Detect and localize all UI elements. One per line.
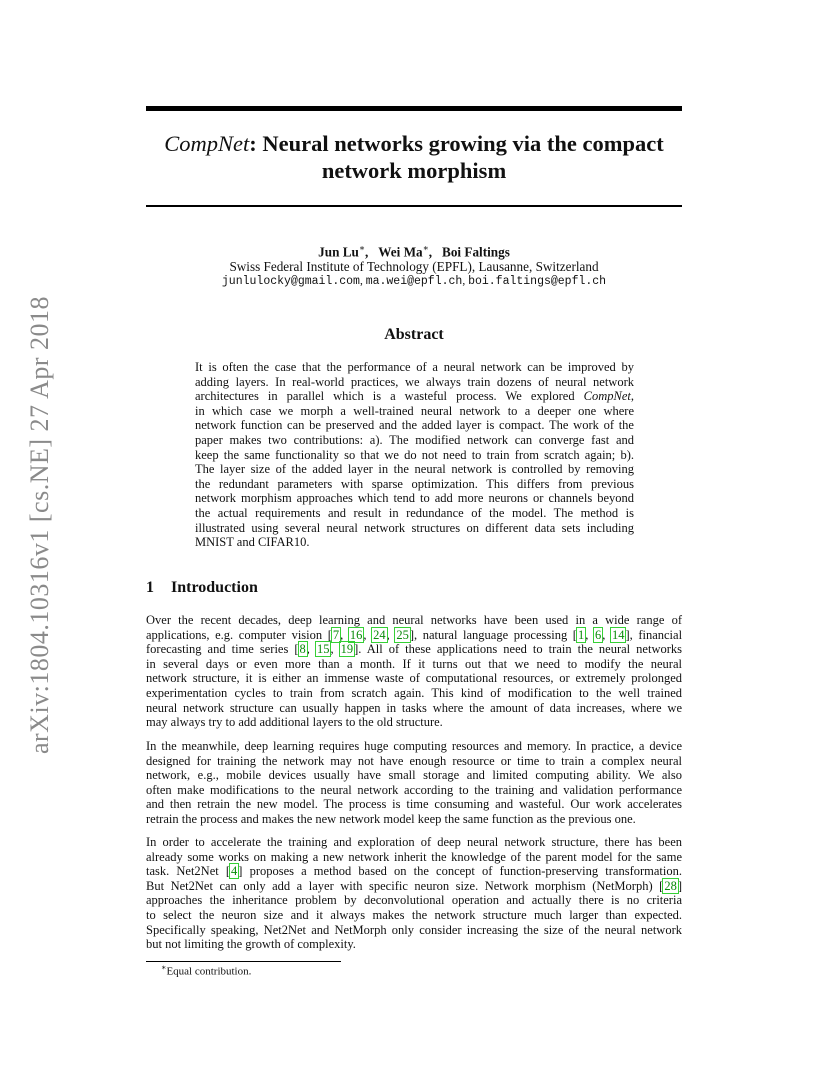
text-run: In the meanwhile, deep learning requires huge computing resources and memory. In practice, a device — [146, 739, 682, 753]
text-run: ], financial — [625, 627, 683, 642]
text-run: task. Net2Net [ — [146, 864, 231, 879]
intro-paragraph-1 — [146, 613, 682, 730]
text-line — [146, 783, 682, 798]
text-run: but not limiting the growth of complexity. — [146, 937, 356, 952]
text-line — [146, 628, 682, 643]
text-line — [146, 686, 682, 701]
intro-paragraph-3 — [146, 835, 682, 952]
text-run: ]. All of these applications need to train the neural networks — [354, 642, 682, 657]
title-math: CompNet — [164, 131, 250, 156]
text-run: , — [330, 642, 340, 657]
citation-link[interactable]: 15 — [316, 642, 330, 657]
text-line — [146, 701, 682, 716]
text-run: to select the neuron size and it always makes the network structure much larger than expected. — [146, 907, 682, 922]
text-run: retrain the process and makes the new network model keep the same function as the previous one. — [146, 811, 636, 826]
text-run: In order to accelerate the training and exploration of deep neural network structure, there has been — [146, 835, 682, 849]
text-line — [146, 835, 682, 850]
email: ma.wei@epfl.ch — [365, 275, 463, 288]
author-name: Jun Lu — [318, 244, 359, 260]
author-emails: junlulocky@gmail.com, ma.wei@epfl.ch, boi.faltings@epfl.ch — [221, 275, 607, 288]
affiliation: Swiss Federal Institute of Technology (EPFL), Lausanne, Switzerland — [229, 259, 599, 274]
text-line — [146, 642, 682, 657]
text-run: , — [340, 627, 349, 642]
text-run: neural network structure can usually happen in tasks where the amount of data increases, where we — [146, 700, 682, 715]
text-run: forecasting and time series [ — [146, 642, 299, 657]
text-run: But Net2Net can only add a layer with specific neuron size. Network morphism (NetMorph) [ — [146, 878, 664, 893]
author-name: Wei Ma — [378, 244, 423, 260]
text-run: , — [363, 627, 373, 642]
text-run: , — [386, 627, 396, 642]
text-line — [146, 715, 682, 730]
text-line — [146, 797, 682, 812]
text-run: and then retrain the new model. The process is time consuming and wasteful. Our work accelerates — [146, 797, 682, 812]
citation-link[interactable]: 1 — [577, 627, 585, 642]
text-line — [146, 937, 682, 952]
text-line — [146, 923, 682, 938]
text-line — [146, 908, 682, 923]
text-line — [146, 812, 682, 827]
text-line — [146, 739, 682, 754]
citation-link[interactable]: 25 — [396, 627, 409, 642]
citation-link[interactable]: 6 — [594, 627, 602, 642]
citation-link[interactable]: 24 — [373, 627, 386, 642]
citation-link[interactable]: 14 — [611, 627, 625, 642]
email: junlulocky@gmail.com — [221, 275, 360, 288]
text-line — [146, 657, 682, 672]
text-run: approaches the inheritance problem by deconvolutional operation and actually there is no criteria — [146, 893, 682, 908]
section-heading-introduction — [146, 579, 258, 597]
text-line — [146, 754, 682, 769]
author-list: Jun Lu∗, Wei Ma∗, Boi Faltings — [318, 243, 510, 260]
citation-link[interactable]: 7 — [332, 627, 340, 642]
text-line — [146, 879, 682, 894]
text-run: often make modifications to the neural network according to the training and validation performance — [146, 782, 682, 797]
citation-link[interactable]: 8 — [299, 642, 306, 657]
intro-paragraph-2 — [146, 739, 682, 827]
text-run: ] proposes a method based on the concept of function-preserving transformation. — [238, 864, 682, 879]
text-run: network structure, it is either an immense waste of computational resources, or extremely prolonged — [146, 671, 682, 686]
text-run: designed for training the network may not have enough resource or time to train a complex neural — [146, 753, 682, 768]
author-name: Boi Faltings — [442, 244, 510, 260]
citation-link[interactable]: 19 — [340, 642, 354, 657]
text-line — [146, 893, 682, 908]
citation-link[interactable]: 16 — [349, 627, 363, 642]
text-run: , — [585, 627, 594, 642]
paper-title — [146, 130, 682, 184]
text-line — [146, 850, 682, 865]
text-line — [146, 768, 682, 783]
footnote: ∗Equal contribution. — [161, 963, 252, 978]
email: boi.faltings@epfl.ch — [468, 275, 607, 288]
footnote-text: Equal contribution. — [166, 965, 252, 978]
text-run: may always try to add additional layers to the old structure. — [146, 715, 443, 730]
text-run: , — [306, 642, 316, 657]
section-title: Introduction — [171, 579, 258, 596]
title-rule-bottom — [146, 205, 682, 207]
text-run: applications, e.g. computer vision [ — [146, 627, 332, 642]
abstract-heading: Abstract — [384, 326, 444, 343]
arxiv-identifier-text: arXiv:1804.10316v1 [cs.NE] 27 Apr 2018 — [25, 295, 54, 755]
text-run: network, e.g., mobile devices usually have small storage and limited computing ability. We also — [146, 768, 682, 783]
section-number: 1 — [146, 579, 154, 596]
text-run: in several days or even more than a month. If it turns out that we need to modify the neural — [146, 656, 682, 671]
footnote-rule — [146, 961, 341, 962]
text-line — [146, 613, 682, 628]
title-line2: network morphism — [321, 158, 507, 183]
text-line — [146, 671, 682, 686]
text-run: experimentation cycles to train from scratch again. This kind of modification to the well trained — [146, 685, 682, 700]
text-line — [146, 864, 682, 879]
text-run: ], natural language processing [ — [409, 627, 577, 642]
text-run: , — [602, 627, 611, 642]
citation-link[interactable]: 4 — [231, 864, 238, 879]
title-rule-top — [146, 106, 682, 111]
text-run: Specifically speaking, Net2Net and NetMorph only consider increasing the size of the neural network — [146, 922, 682, 937]
citation-link[interactable]: 28 — [664, 878, 677, 893]
text-run: Over the recent decades, deep learning and neural networks have been used in a wide range of — [146, 613, 682, 627]
text-run: ] — [677, 878, 682, 893]
text-run: already some works on making a new network inherit the knowledge of the parent model for the same — [146, 849, 682, 864]
title-line1: : Neural networks growing via the compact — [249, 131, 664, 156]
abstract-body: It is often the case that the performance of a neural network can be improved by adding layers. In real-world practices, we always train dozens of neural network architectures in parallel which is a wasteful process. We explored CompNet, in which case we morph a well-trained neural network to a deeper one where network function can be preserved and the added layer is compact. The work of the paper makes two contributions: a). The modified network can converge fast and keep the same functionality so that we do not need to train from scratch again; b). The layer size of the added layer in the neural network is controlled by removing the redundant parameters with sparse optimization. This differs from previous network morphism approaches which tend to add more neurons or channels beyond the actual requirements and result in redundance of the model. The method is illustrated using several neural network structures on different data sets including MNIST and CIFAR10. — [195, 360, 634, 550]
